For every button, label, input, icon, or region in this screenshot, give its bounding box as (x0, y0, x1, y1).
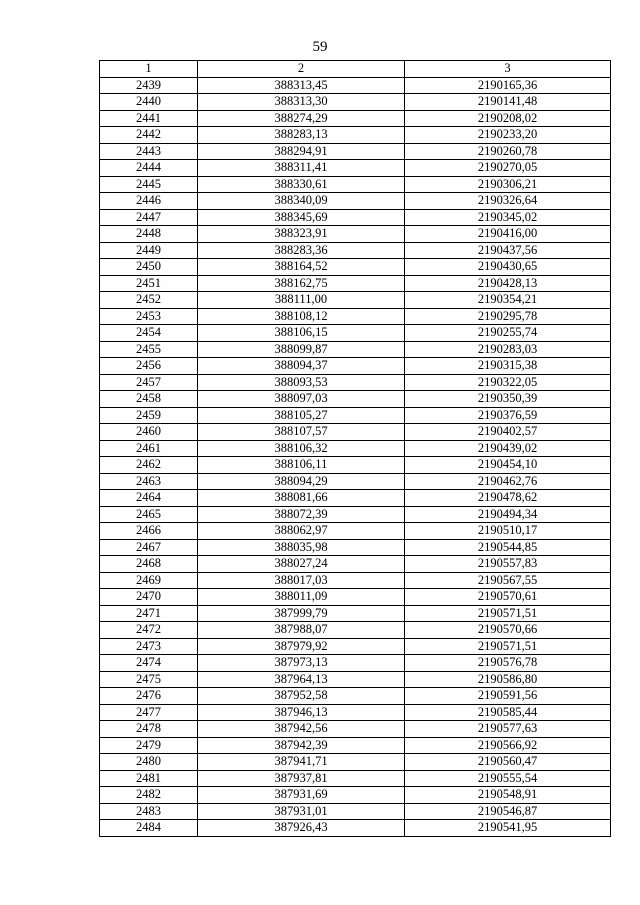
y-coordinate-cell: 2190428,13 (405, 275, 611, 292)
y-coordinate-cell: 2190571,51 (405, 605, 611, 622)
y-coordinate-cell: 2190462,76 (405, 473, 611, 490)
table-row (100, 143, 611, 160)
x-coordinate-cell: 388094,37 (198, 358, 405, 375)
table-row (100, 721, 611, 738)
y-coordinate-cell: 2190437,56 (405, 242, 611, 259)
table-row (100, 341, 611, 358)
x-coordinate-cell: 388081,66 (198, 490, 405, 507)
x-coordinate-cell: 388283,36 (198, 242, 405, 259)
point-number-cell: 2470 (100, 589, 198, 606)
y-coordinate-cell: 2190283,03 (405, 341, 611, 358)
table-row (100, 308, 611, 325)
x-coordinate-cell: 388323,91 (198, 226, 405, 243)
point-number-cell: 2453 (100, 308, 198, 325)
x-coordinate-cell: 388313,30 (198, 94, 405, 111)
table-row (100, 490, 611, 507)
x-coordinate-cell: 388106,32 (198, 440, 405, 457)
x-coordinate-cell: 388294,91 (198, 143, 405, 160)
x-coordinate-cell: 387979,92 (198, 638, 405, 655)
y-coordinate-cell: 2190306,21 (405, 176, 611, 193)
x-coordinate-cell: 388164,52 (198, 259, 405, 276)
point-number-cell: 2467 (100, 539, 198, 556)
point-number-cell: 2440 (100, 94, 198, 111)
point-number-cell: 2478 (100, 721, 198, 738)
x-coordinate-cell: 388162,75 (198, 275, 405, 292)
point-number-cell: 2445 (100, 176, 198, 193)
point-number-cell: 2466 (100, 523, 198, 540)
point-number-cell: 2481 (100, 770, 198, 787)
y-coordinate-cell: 2190454,10 (405, 457, 611, 474)
point-number-cell: 2473 (100, 638, 198, 655)
y-coordinate-cell: 2190577,63 (405, 721, 611, 738)
table-row (100, 325, 611, 342)
x-coordinate-cell: 388011,09 (198, 589, 405, 606)
y-coordinate-cell: 2190376,59 (405, 407, 611, 424)
table-row (100, 671, 611, 688)
table-row (100, 572, 611, 589)
table-row (100, 473, 611, 490)
x-coordinate-cell: 387931,01 (198, 803, 405, 820)
y-coordinate-cell: 2190315,38 (405, 358, 611, 375)
table-row (100, 688, 611, 705)
point-number-cell: 2450 (100, 259, 198, 276)
x-coordinate-cell: 388340,09 (198, 193, 405, 210)
x-coordinate-cell: 387941,71 (198, 754, 405, 771)
y-coordinate-cell: 2190402,57 (405, 424, 611, 441)
point-number-cell: 2452 (100, 292, 198, 309)
x-coordinate-cell: 388106,15 (198, 325, 405, 342)
y-coordinate-cell: 2190571,51 (405, 638, 611, 655)
y-coordinate-cell: 2190576,78 (405, 655, 611, 672)
page-number: 59 (312, 39, 328, 55)
table-row (100, 506, 611, 523)
y-coordinate-cell: 2190322,05 (405, 374, 611, 391)
table-row (100, 704, 611, 721)
x-coordinate-cell: 388105,27 (198, 407, 405, 424)
table-row (100, 358, 611, 375)
point-number-cell: 2477 (100, 704, 198, 721)
column-header-3: 3 (405, 61, 611, 78)
table-row (100, 820, 611, 837)
table-row (100, 391, 611, 408)
table-row (100, 655, 611, 672)
y-coordinate-cell: 2190233,20 (405, 127, 611, 144)
table-row (100, 803, 611, 820)
point-number-cell: 2439 (100, 77, 198, 94)
y-coordinate-cell: 2190586,80 (405, 671, 611, 688)
point-number-cell: 2462 (100, 457, 198, 474)
y-coordinate-cell: 2190510,17 (405, 523, 611, 540)
x-coordinate-cell: 388108,12 (198, 308, 405, 325)
column-header-1: 1 (100, 61, 198, 78)
point-number-cell: 2465 (100, 506, 198, 523)
x-coordinate-cell: 387926,43 (198, 820, 405, 837)
y-coordinate-cell: 2190165,36 (405, 77, 611, 94)
y-coordinate-cell: 2190208,02 (405, 110, 611, 127)
x-coordinate-cell: 388099,87 (198, 341, 405, 358)
point-number-cell: 2458 (100, 391, 198, 408)
column-header-2: 2 (198, 61, 405, 78)
point-number-cell: 2444 (100, 160, 198, 177)
point-number-cell: 2474 (100, 655, 198, 672)
y-coordinate-cell: 2190546,87 (405, 803, 611, 820)
x-coordinate-cell: 388097,03 (198, 391, 405, 408)
x-coordinate-cell: 388027,24 (198, 556, 405, 573)
table-row (100, 226, 611, 243)
header-row (100, 61, 611, 78)
table-row (100, 292, 611, 309)
y-coordinate-cell: 2190557,83 (405, 556, 611, 573)
point-number-cell: 2441 (100, 110, 198, 127)
table-row (100, 770, 611, 787)
y-coordinate-cell: 2190478,62 (405, 490, 611, 507)
table-row (100, 787, 611, 804)
x-coordinate-cell: 387973,13 (198, 655, 405, 672)
y-coordinate-cell: 2190544,85 (405, 539, 611, 556)
table-row (100, 160, 611, 177)
x-coordinate-cell: 388313,45 (198, 77, 405, 94)
point-number-cell: 2455 (100, 341, 198, 358)
point-number-cell: 2442 (100, 127, 198, 144)
x-coordinate-cell: 388107,57 (198, 424, 405, 441)
x-coordinate-cell: 387964,13 (198, 671, 405, 688)
point-number-cell: 2451 (100, 275, 198, 292)
x-coordinate-cell: 387988,07 (198, 622, 405, 639)
table-row (100, 605, 611, 622)
point-number-cell: 2443 (100, 143, 198, 160)
table-row (100, 110, 611, 127)
table-row (100, 193, 611, 210)
table-row (100, 589, 611, 606)
table-row (100, 176, 611, 193)
table-row (100, 407, 611, 424)
table-row (100, 127, 611, 144)
y-coordinate-cell: 2190567,55 (405, 572, 611, 589)
point-number-cell: 2480 (100, 754, 198, 771)
y-coordinate-cell: 2190260,78 (405, 143, 611, 160)
x-coordinate-cell: 388311,41 (198, 160, 405, 177)
table-row (100, 374, 611, 391)
y-coordinate-cell: 2190295,78 (405, 308, 611, 325)
table-row (100, 539, 611, 556)
table-row (100, 754, 611, 771)
point-number-cell: 2476 (100, 688, 198, 705)
table-header (100, 61, 611, 78)
point-number-cell: 2483 (100, 803, 198, 820)
point-number-cell: 2475 (100, 671, 198, 688)
table-row (100, 737, 611, 754)
y-coordinate-cell: 2190555,54 (405, 770, 611, 787)
x-coordinate-cell: 388274,29 (198, 110, 405, 127)
point-number-cell: 2446 (100, 193, 198, 210)
table-row (100, 638, 611, 655)
table-row (100, 209, 611, 226)
table-row (100, 259, 611, 276)
table-row (100, 622, 611, 639)
point-number-cell: 2447 (100, 209, 198, 226)
y-coordinate-cell: 2190430,65 (405, 259, 611, 276)
point-number-cell: 2482 (100, 787, 198, 804)
table-row (100, 242, 611, 259)
x-coordinate-cell: 387937,81 (198, 770, 405, 787)
x-coordinate-cell: 388062,97 (198, 523, 405, 540)
y-coordinate-cell: 2190345,02 (405, 209, 611, 226)
y-coordinate-cell: 2190566,92 (405, 737, 611, 754)
y-coordinate-cell: 2190548,91 (405, 787, 611, 804)
x-coordinate-cell: 388111,00 (198, 292, 405, 309)
point-number-cell: 2454 (100, 325, 198, 342)
table-row (100, 77, 611, 94)
table-row (100, 94, 611, 111)
point-number-cell: 2459 (100, 407, 198, 424)
table-row (100, 275, 611, 292)
x-coordinate-cell: 388283,13 (198, 127, 405, 144)
x-coordinate-cell: 387931,69 (198, 787, 405, 804)
table-row (100, 424, 611, 441)
x-coordinate-cell: 388106,11 (198, 457, 405, 474)
point-number-cell: 2457 (100, 374, 198, 391)
table-row (100, 457, 611, 474)
coordinates-table (99, 60, 611, 837)
x-coordinate-cell: 388072,39 (198, 506, 405, 523)
y-coordinate-cell: 2190350,39 (405, 391, 611, 408)
x-coordinate-cell: 388330,61 (198, 176, 405, 193)
y-coordinate-cell: 2190270,05 (405, 160, 611, 177)
y-coordinate-cell: 2190141,48 (405, 94, 611, 111)
x-coordinate-cell: 387942,39 (198, 737, 405, 754)
x-coordinate-cell: 387999,79 (198, 605, 405, 622)
point-number-cell: 2472 (100, 622, 198, 639)
x-coordinate-cell: 387946,13 (198, 704, 405, 721)
x-coordinate-cell: 388017,03 (198, 572, 405, 589)
table-row (100, 523, 611, 540)
table-body (100, 77, 611, 836)
y-coordinate-cell: 2190326,64 (405, 193, 611, 210)
y-coordinate-cell: 2190570,61 (405, 589, 611, 606)
y-coordinate-cell: 2190354,21 (405, 292, 611, 309)
point-number-cell: 2479 (100, 737, 198, 754)
x-coordinate-cell: 388093,53 (198, 374, 405, 391)
point-number-cell: 2468 (100, 556, 198, 573)
point-number-cell: 2471 (100, 605, 198, 622)
point-number-cell: 2484 (100, 820, 198, 837)
y-coordinate-cell: 2190541,95 (405, 820, 611, 837)
point-number-cell: 2463 (100, 473, 198, 490)
table-row (100, 556, 611, 573)
x-coordinate-cell: 388035,98 (198, 539, 405, 556)
point-number-cell: 2449 (100, 242, 198, 259)
y-coordinate-cell: 2190591,56 (405, 688, 611, 705)
table-row (100, 440, 611, 457)
point-number-cell: 2469 (100, 572, 198, 589)
y-coordinate-cell: 2190585,44 (405, 704, 611, 721)
point-number-cell: 2448 (100, 226, 198, 243)
point-number-cell: 2460 (100, 424, 198, 441)
x-coordinate-cell: 388345,69 (198, 209, 405, 226)
y-coordinate-cell: 2190255,74 (405, 325, 611, 342)
point-number-cell: 2456 (100, 358, 198, 375)
x-coordinate-cell: 387942,56 (198, 721, 405, 738)
y-coordinate-cell: 2190560,47 (405, 754, 611, 771)
y-coordinate-cell: 2190416,00 (405, 226, 611, 243)
point-number-cell: 2461 (100, 440, 198, 457)
x-coordinate-cell: 387952,58 (198, 688, 405, 705)
x-coordinate-cell: 388094,29 (198, 473, 405, 490)
y-coordinate-cell: 2190570,66 (405, 622, 611, 639)
y-coordinate-cell: 2190439,02 (405, 440, 611, 457)
point-number-cell: 2464 (100, 490, 198, 507)
y-coordinate-cell: 2190494,34 (405, 506, 611, 523)
